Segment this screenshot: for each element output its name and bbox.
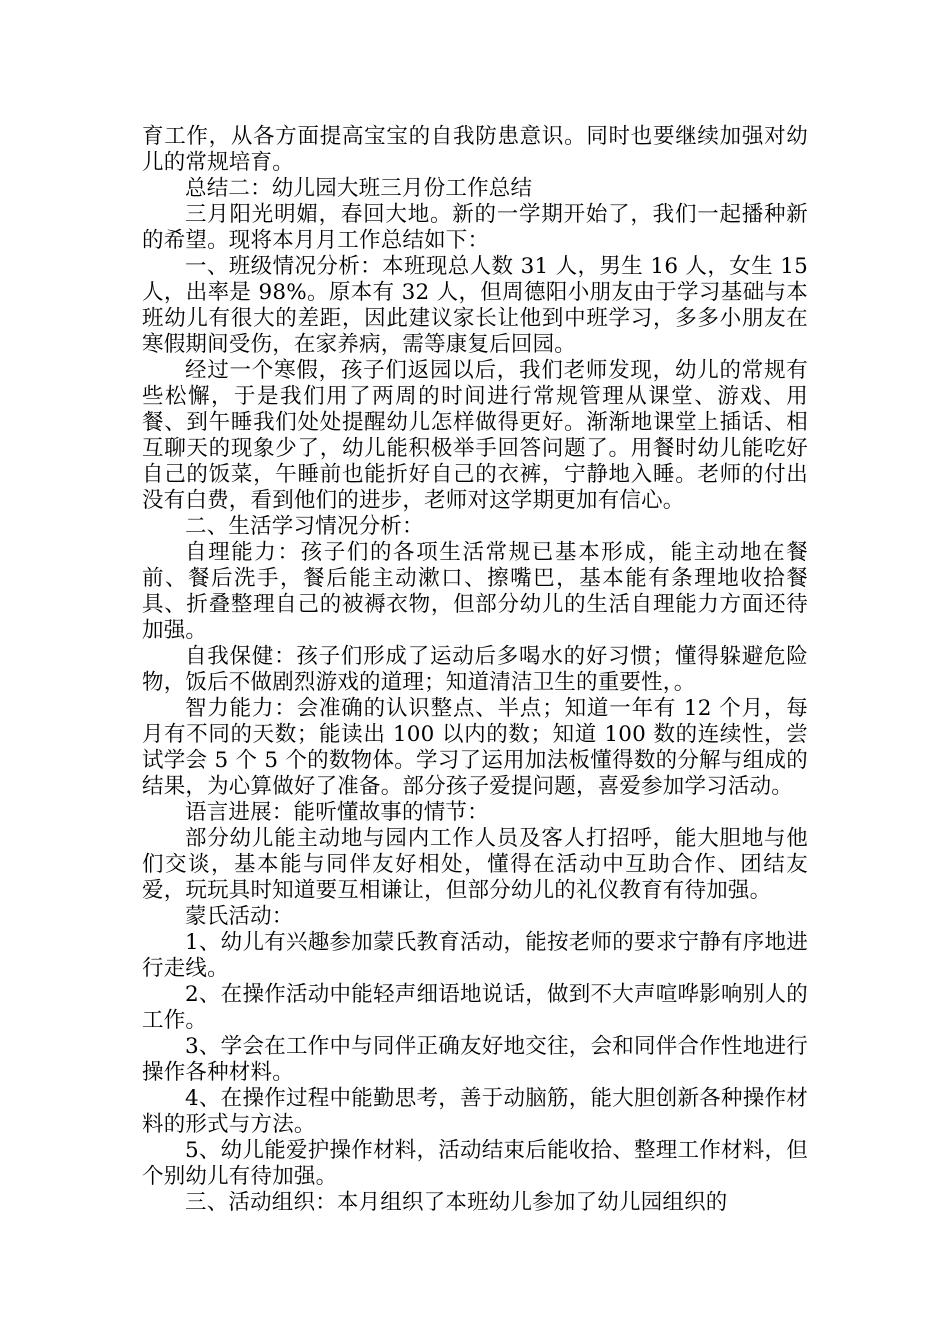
section-heading-life-study: 二、生活学习情况分析：: [185, 514, 424, 539]
paragraph-self-care: 自理能力：孩子们的各项生活常规已基本形成，能主动地在餐前、餐后洗手，餐后能主动漱口、擦嘴巴，基本能有条理地收拾餐具、折叠整理自己的被褥衣物，但部分幼儿的生活自理能力方面还待加强。: [142, 540, 808, 643]
list-item-montessori-4: 4、在操作过程中能勤思考，善于动脑筋，能大胆创新各种操作材料的形式与方法。: [142, 1086, 808, 1137]
section-heading-montessori: 蒙氏活动：: [185, 904, 294, 929]
paragraph-self-health: 自我保健：孩子们形成了运动后多喝水的好习惯；懂得躲避危险物，饭后不做剧烈游戏的道理；知道清洁卫生的重要性，。: [142, 644, 808, 695]
section-heading-activities: 三、活动组织：本月组织了本班幼儿参加了幼儿园组织的: [185, 1190, 728, 1215]
list-item-montessori-1: 1、幼儿有兴趣参加蒙氏教育活动，能按老师的要求宁静有序地进行走线。: [142, 930, 808, 981]
list-item-montessori-3: 3、学会在工作中与同伴正确友好地交往，会和同伴合作性地进行操作各种材料。: [142, 1034, 808, 1085]
paragraph-language: 部分幼儿能主动地与园内工作人员及客人打招呼，能大胆地与他们交谈，基本能与同伴友好相处，懂得在活动中互助合作、团结友爱，玩玩具时知道要互相谦让，但部分幼儿的礼仪教育有待加强。: [142, 826, 808, 903]
paragraph-class-situation: 一、班级情况分析：本班现总人数 31 人，男生 16 人，女生 15 人，出率是 98%。原本有 32 人，但周德阳小朋友由于学习基础与本班幼儿有很大的差距，因此建议家长让他到中班学习，多多小朋友在寒假期间受伤，在家养病，需等康复后回园。: [142, 254, 808, 357]
paragraph-language-heading: 语言进展：能听懂故事的情节：: [185, 800, 489, 825]
paragraph-routine: 经过一个寒假，孩子们返园以后，我们老师发现，幼儿的常规有些松懈，于是我们用了两周的时间进行常规管理从课堂、游戏、用餐、到午睡我们处处提醒幼儿怎样做得更好。渐渐地课堂上插话、相互聊天的现象少了，幼儿能积极举手回答问题了。用餐时幼儿能吃好自己的饭菜，午睡前也能折好自己的衣裤，宁静地入睡。老师的付出没有白费，看到他们的进步，老师对这学期更加有信心。: [142, 358, 808, 513]
list-item-montessori-2: 2、在操作活动中能轻声细语地说话，做到不大声喧哗影响别人的工作。: [142, 982, 808, 1033]
document-page: [142, 124, 808, 1216]
paragraph-intelligence: 智力能力：会准确的认识整点、半点；知道一年有 12 个月，每月有不同的天数；能读出 100 以内的数；知道 100 数的连续性，尝试学会 5 个 5 个的数物体。学习了运用加法板懂得数的分解与组成的结果，为心算做好了准备。部分孩子爱提问题，喜爱参加学习活动。: [142, 696, 808, 799]
list-item-montessori-5: 5、幼儿能爱护操作材料，活动结束后能收拾、整理工作材料，但个别幼儿有待加强。: [142, 1138, 808, 1189]
section-heading-summary-two: 总结二：幼儿园大班三月份工作总结: [185, 176, 533, 201]
paragraph-continuation: 育工作，从各方面提高宝宝的自我防患意识。同时也要继续加强对幼儿的常规培育。: [142, 124, 808, 175]
paragraph-intro: 三月阳光明媚，春回大地。新的一学期开始了，我们一起播种新的希望。现将本月月工作总结如下：: [142, 202, 808, 253]
